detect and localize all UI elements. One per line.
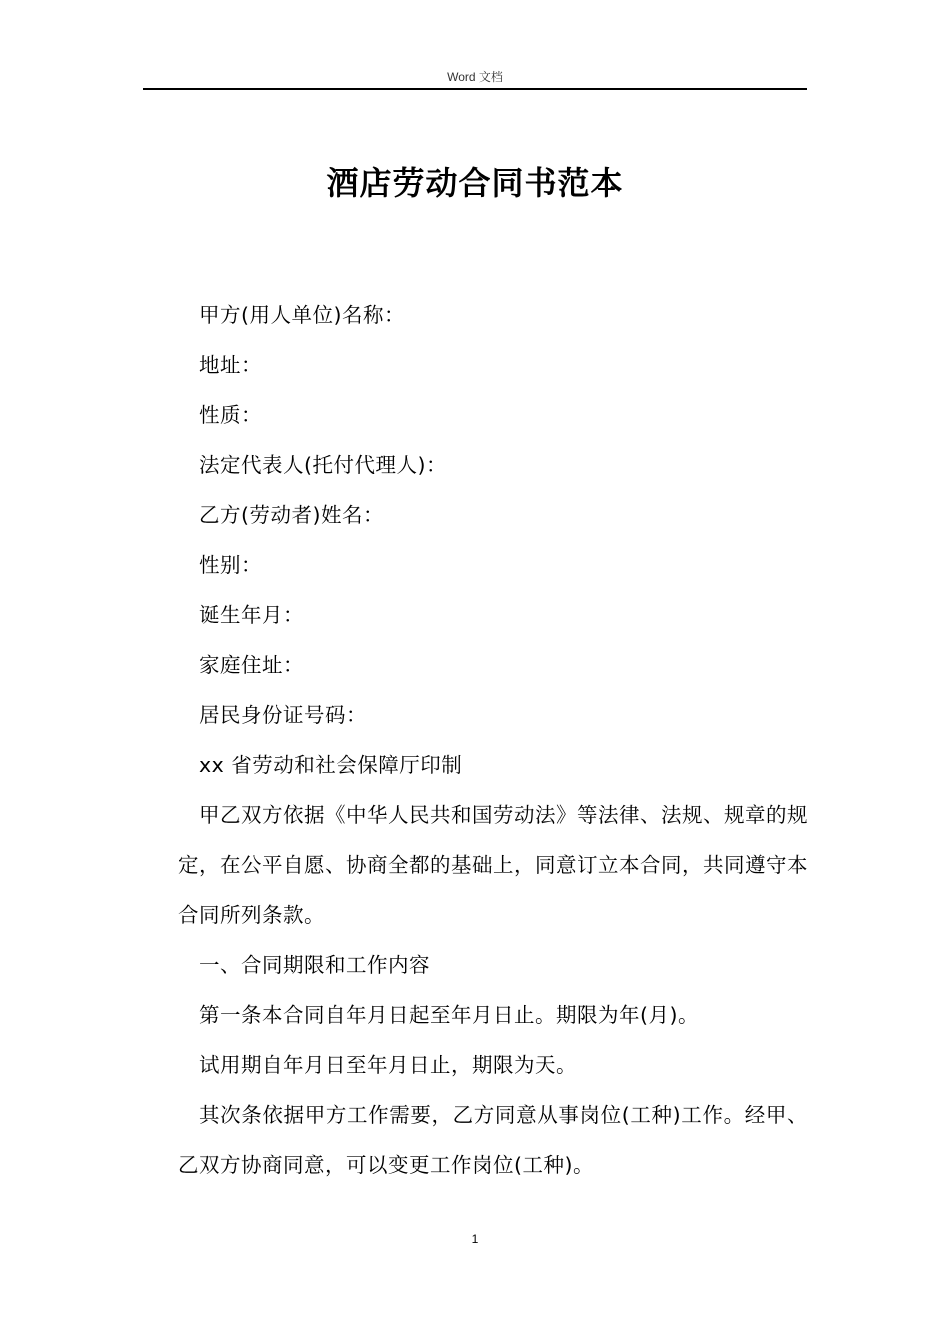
paragraph: 甲方(用人单位)名称：	[199, 303, 405, 327]
paragraph: 法定代表人(托付代理人)：	[199, 453, 447, 477]
paragraph: 诞生年月：	[199, 603, 304, 627]
paragraph: 其次条依据甲方工作需要，乙方同意从事岗位(工种)工作。经甲、乙双方协商同意，可以变更工作岗位(工种)。	[178, 1103, 808, 1177]
document-body	[178, 290, 808, 1190]
paragraph: 性别：	[199, 553, 262, 577]
document-title: 酒店劳动合同书范本	[326, 164, 624, 202]
paragraph: 地址：	[199, 353, 262, 377]
paragraph: 甲乙双方依据《中华人民共和国劳动法》等法律、法规、规章的规定，在公平自愿、协商全都的基础上，同意订立本合同，共同遵守本合同所列条款。	[178, 803, 808, 927]
header-text: Word 文档	[447, 70, 503, 84]
paragraph: xx 省劳动和社会保障厅印制	[199, 753, 463, 777]
page-number: 1	[471, 1232, 479, 1246]
paragraph: 试用期自年月日至年月日止，期限为天。	[199, 1053, 577, 1077]
page-header	[143, 66, 807, 90]
paragraph: 乙方(劳动者)姓名：	[199, 503, 384, 527]
section-heading: 一、合同期限和工作内容	[199, 953, 430, 977]
paragraph: 性质：	[199, 403, 262, 427]
paragraph: 第一条本合同自年月日起至年月日止。期限为年(月)。	[199, 1003, 699, 1027]
paragraph: 居民身份证号码：	[199, 703, 367, 727]
paragraph: 家庭住址：	[199, 653, 304, 677]
